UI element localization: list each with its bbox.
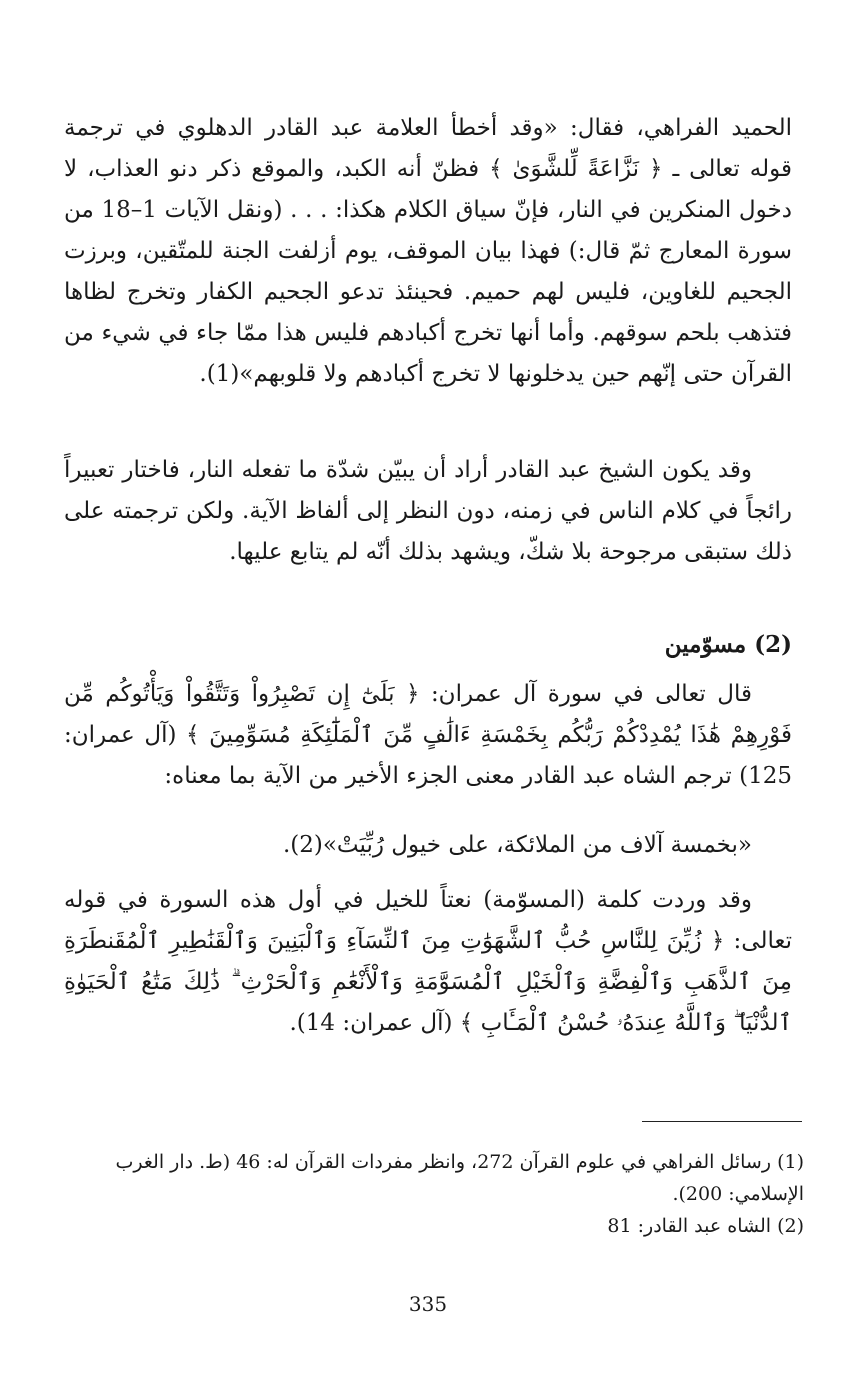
section-heading: (2) مسوّمين xyxy=(664,631,792,658)
footnotes xyxy=(64,1146,804,1242)
paragraph-3 xyxy=(64,674,792,797)
paragraph-1-text: الحميد الفراهي، فقال: «وقد أخطأ العلامة عبد القادر الدهلوي في ترجمة قوله تعالى ـ ﴿ نَزَّاعَةً لِّلشَّوَىٰ ﴾ فظنّ أنه الكبد، والموقع ذكر دنو العذاب، لا دخول المنكرين في النار، فإنّ سياق الكلام هكذا: . . . (ونقل الآيات 1–18 من سورة المعارج ثمّ قال:) فهذا بيان الموقف، يوم أزلفت الجنة للمتّقين، وبرزت الجحيم للغاوين، فليس لهم حميم. فحينئذ تدعو الجحيم الكفار وتخرج لظاها فتذهب بلحم سوقهم. وأما أنها تخرج أكبادهم فليس هذا ممّا جاء في شيء من القرآن حتى إنّهم حين يدخلونها لا تخرج أكبادهم ولا قلوبهم»(1). xyxy=(64,115,792,387)
paragraph-5 xyxy=(64,880,792,1044)
paragraph-2-text: وقد يكون الشيخ عبد القادر أراد أن يبيّن شدّة ما تفعله النار، فاختار تعبيراً رائجاً في كلام الناس في زمنه، دون النظر إلى ألفاظ الآية. ولكن ترجمته على ذلك ستبقى مرجوحة بلا شكّ، ويشهد بذلك أنّه لم يتابع عليها. xyxy=(64,457,792,565)
paragraph-2 xyxy=(64,450,792,573)
paragraph-1 xyxy=(64,108,792,395)
footnote-divider xyxy=(642,1121,802,1122)
paragraph-4 xyxy=(64,825,792,866)
paragraph-4-text: «بخمسة آلاف من الملائكة، على خيول رُبِّيَتْ»(2). xyxy=(282,832,752,858)
footnote-2: (2) الشاه عبد القادر: 81 xyxy=(607,1215,804,1237)
footnote-1: (1) رسائل الفراهي في علوم القرآن 272، وانظر مفردات القرآن له: 46 (ط. دار الغرب الإسلامي: 200). xyxy=(115,1151,804,1205)
page-number: 335 xyxy=(408,1292,448,1316)
paragraph-5-text: وقد وردت كلمة (المسوّمة) نعتاً للخيل في أول هذه السورة في قوله تعالى: ﴿ زُيِّنَ لِلنَّاسِ حُبُّ ٱلشَّهَوَٰتِ مِنَ ٱلنِّسَآءِ وَٱلْبَنِينَ وَٱلْقَنَٰطِيرِ ٱلْمُقَنطَرَةِ مِنَ ٱلذَّهَبِ وَٱلْفِضَّةِ وَٱلْخَيْلِ ٱلْمُسَوَّمَةِ وَٱلْأَنْعَٰمِ وَٱلْحَرْثِ ۗ ذَٰلِكَ مَتَٰعُ ٱلْحَيَوٰةِ ٱلدُّنْيَا ۖ وَٱللَّهُ عِندَهُۥ حُسْنُ ٱلْمَـَٔابِ ﴾ (آل عمران: 14). xyxy=(64,887,792,1036)
paragraph-3-text: قال تعالى في سورة آل عمران: ﴿ بَلَىٰٓ إِن تَصْبِرُواْ وَتَتَّقُواْ وَيَأْتُوكُم مِّن فَوْرِهِمْ هَٰذَا يُمْدِدْكُمْ رَبُّكُم بِخَمْسَةِ ءَالَٰفٍ مِّنَ ٱلْمَلَٰٓئِكَةِ مُسَوِّمِينَ ﴾ (آل عمران: 125) ترجم الشاه عبد القادر معنى الجزء الأخير من الآية بما معناه: xyxy=(64,681,792,789)
